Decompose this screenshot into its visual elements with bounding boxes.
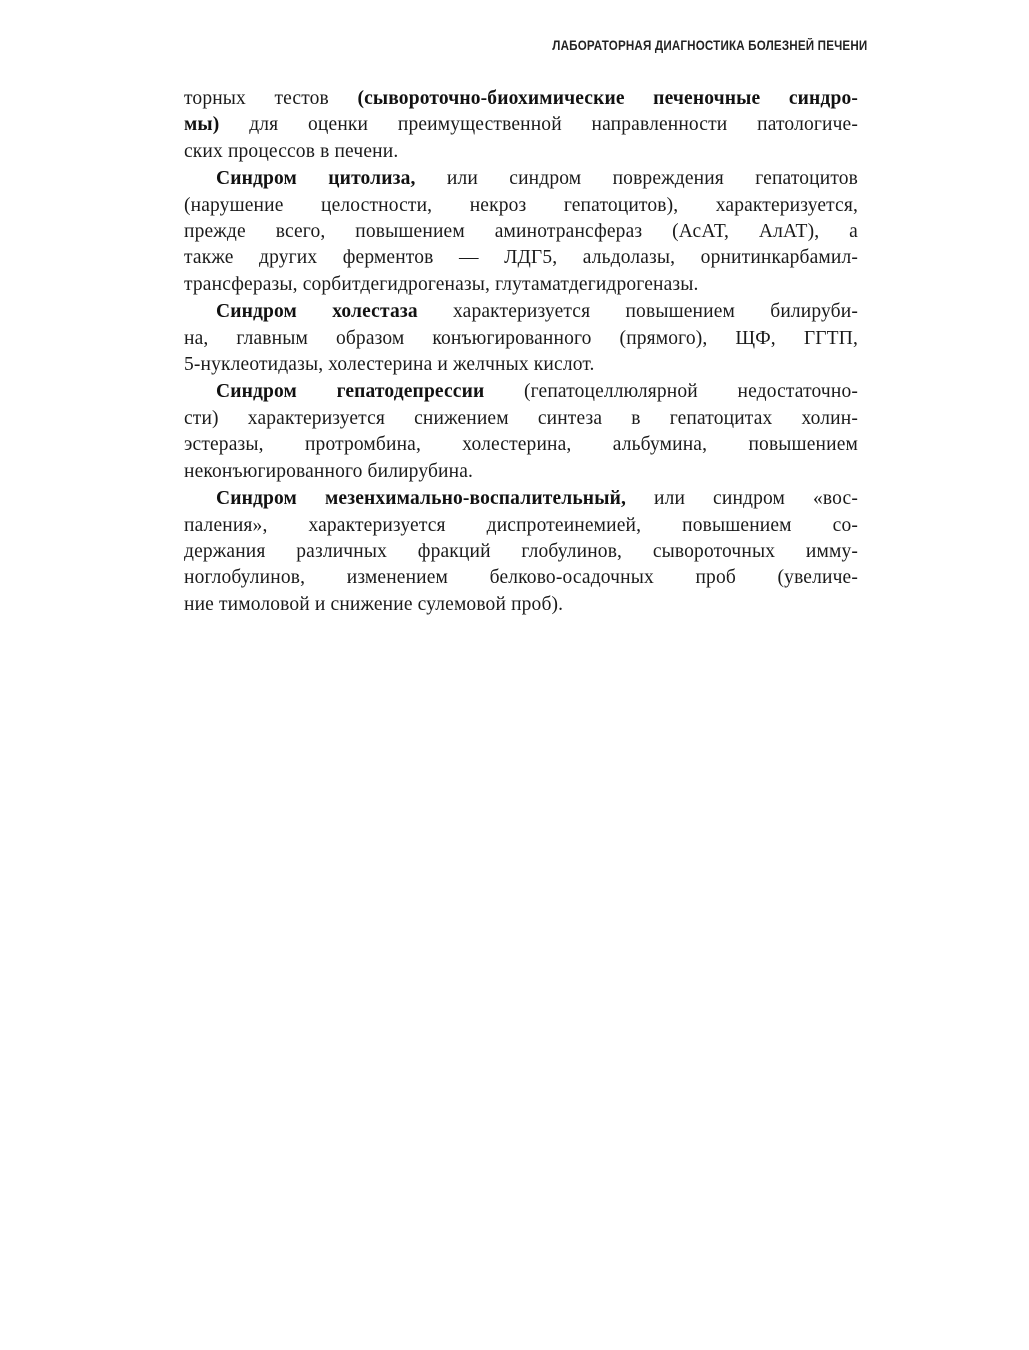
- text-line: паления», характеризуется диспротеинемией, повышением со-: [184, 514, 858, 536]
- text-line: сти) характеризуется снижением синтеза в гепатоцитах холин-: [184, 407, 858, 429]
- text-line: трансферазы, сорбитдегидрогеназы, глутаматдегидрогеназы.: [184, 273, 699, 295]
- text-line: на, главным образом конъюгированного (прямого), ЩФ, ГГТП,: [184, 327, 858, 349]
- paragraph-cytolysis-syndrome: [184, 166, 858, 298]
- paragraph-intro-continuation: [184, 86, 858, 165]
- text-line: (нарушение целостности, некроз гепатоцитов), характеризуется,: [184, 194, 858, 216]
- paragraph-mesenchymal-inflammatory-syndrome: [184, 486, 858, 618]
- text-line: также других ферментов — ЛДГ5, альдолазы, орнитинкарбамил-: [184, 247, 858, 269]
- text-line: эстеразы, протромбина, холестерина, альбумина, повышением: [184, 434, 858, 456]
- text-line: ние тимоловой и снижение сулемовой проб).: [184, 593, 564, 615]
- text-line: торных тестов (сывороточно-биохимические печеночные синдро-: [184, 88, 858, 109]
- text-line: неконъюгированного билирубина.: [184, 460, 474, 482]
- text-line: держания различных фракций глобулинов, сывороточных имму-: [184, 540, 858, 562]
- text-line: 5-нуклеотидазы, холестерина и желчных кислот.: [184, 354, 595, 376]
- paragraph-cholestasis-syndrome: [184, 299, 858, 378]
- text-line: ских процессов в печени.: [184, 140, 399, 162]
- running-header: ЛАБОРАТОРНАЯ ДИАГНОСТИКА БОЛЕЗНЕЙ ПЕЧЕНИ: [551, 38, 867, 53]
- text-line: прежде всего, повышением аминотрансфераз (АсАТ, АлАТ), а: [184, 221, 858, 243]
- text-line: мы) для оценки преимущественной направленности патологиче-: [184, 114, 858, 136]
- text-line: ноглобулинов, изменением белково-осадочных проб (увеличе-: [184, 567, 858, 589]
- text-line: Синдром цитолиза, или синдром повреждения гепатоцитов: [216, 168, 858, 190]
- text-line: Синдром мезенхимально-воспалительный, или синдром «вос-: [216, 488, 858, 510]
- text-line: Синдром холестаза характеризуется повышением билируби-: [216, 301, 858, 323]
- paragraph-hepatodepression-syndrome: [184, 379, 858, 485]
- page-body: [184, 86, 858, 619]
- text-line: Синдром гепатодепрессии (гепатоцеллюлярной недостаточно-: [216, 381, 858, 403]
